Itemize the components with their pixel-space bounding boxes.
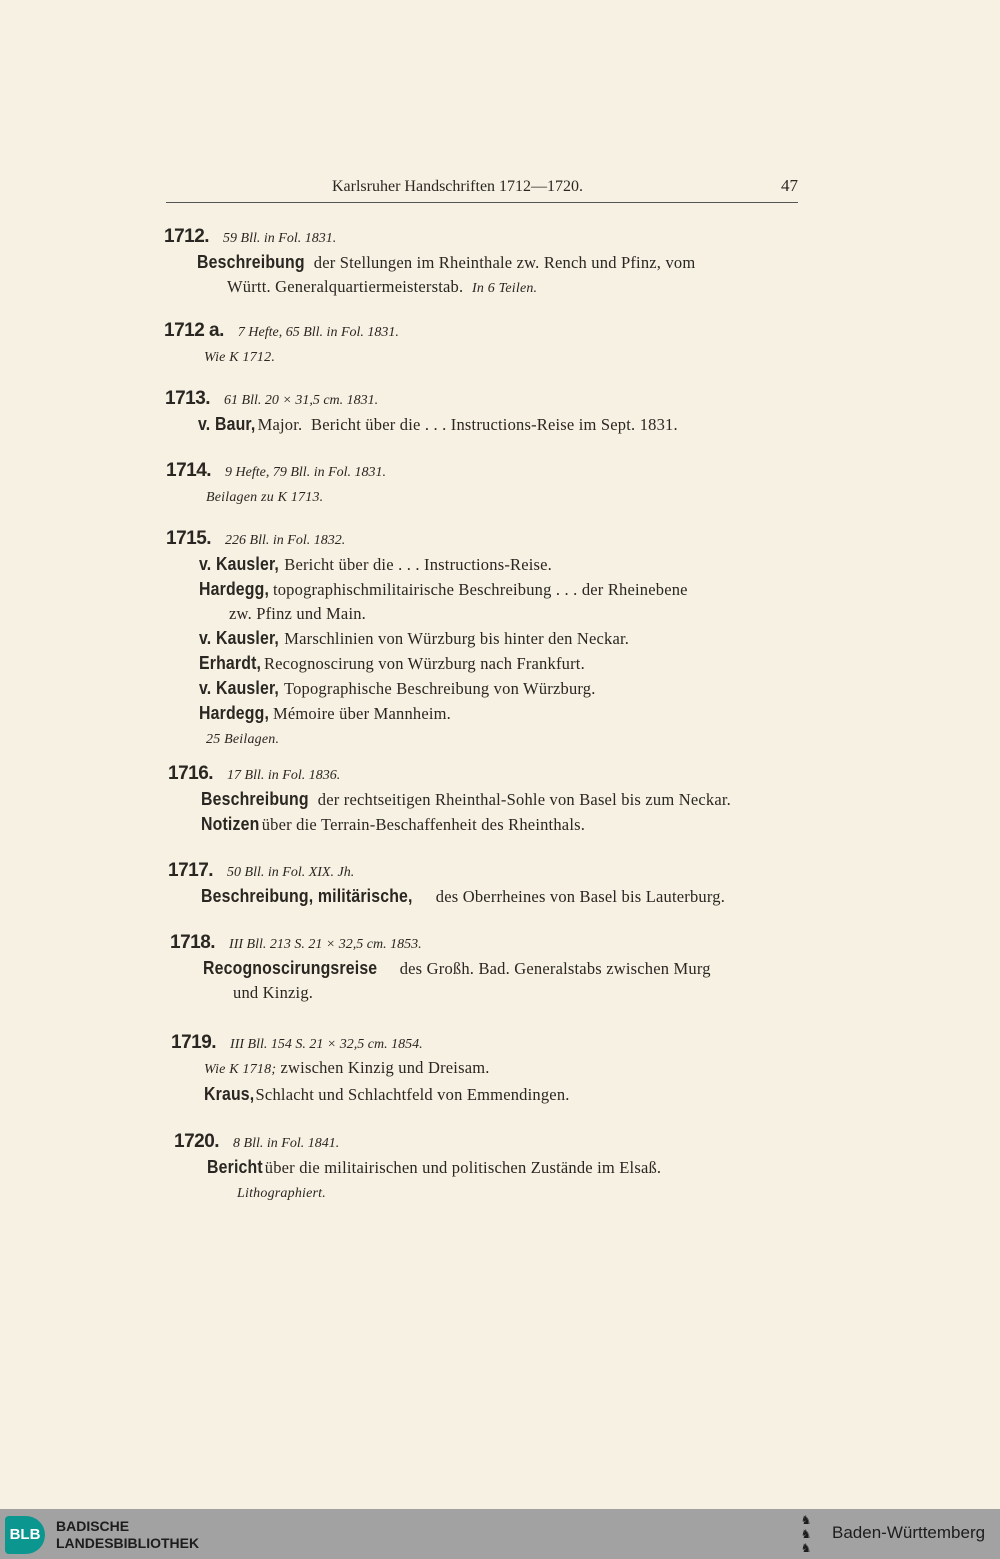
entry-physical-description: 59 Bll. in Fol. 1831. xyxy=(223,231,337,246)
entry-heading xyxy=(164,224,804,250)
entry-text: Mémoire über Mannheim. xyxy=(268,704,452,723)
entry-note: Wie K 1718; xyxy=(204,1062,277,1077)
footer-bar xyxy=(0,1509,1000,1559)
entry-author-or-keyword: Beschreibung xyxy=(197,252,305,272)
entry-line xyxy=(168,812,808,837)
entry-line xyxy=(174,1155,814,1180)
entry-line xyxy=(168,787,808,812)
catalog-entry xyxy=(164,224,804,301)
entry-heading xyxy=(170,930,810,956)
entry-number: 1712 a. xyxy=(164,320,224,341)
entry-number: 1718. xyxy=(170,932,216,953)
entry-author-or-keyword: Beschreibung, militärische, xyxy=(201,886,413,906)
entry-text: über die militairischen und politischen Zustände im Elsaß. xyxy=(260,1158,662,1177)
entry-author-or-keyword: v. Kausler, xyxy=(199,628,280,648)
catalog-entry xyxy=(168,761,808,837)
entry-heading xyxy=(166,458,806,484)
entry-text: Recognoscirung von Würzburg nach Frankfurt. xyxy=(259,654,585,673)
page-number: 47 xyxy=(781,176,798,195)
entry-physical-description: 226 Bll. in Fol. 1832. xyxy=(225,533,346,548)
entry-line xyxy=(166,651,806,676)
entry-physical-description: 61 Bll. 20 × 31,5 cm. 1831. xyxy=(224,393,379,408)
entry-line xyxy=(164,275,804,301)
entry-text: und Kinzig. xyxy=(233,983,314,1002)
entry-physical-description: 50 Bll. in Fol. XIX. Jh. xyxy=(227,865,355,880)
entry-author-or-keyword: v. Kausler, xyxy=(199,554,280,574)
entry-line xyxy=(170,956,810,981)
entry-line xyxy=(171,1082,811,1107)
entry-heading xyxy=(164,318,804,344)
entry-line xyxy=(166,701,806,726)
entry-note: In 6 Teilen. xyxy=(471,281,538,296)
entry-note: Lithographiert. xyxy=(237,1186,326,1201)
entry-line xyxy=(170,981,810,1005)
entry-text: Topographische Beschreibung von Würzburg. xyxy=(279,679,596,698)
entry-text: Marschlinien von Würzburg bis hinter den Neckar. xyxy=(279,629,630,648)
entry-text: des Oberrheines von Basel bis Lauterburg. xyxy=(431,887,726,906)
entry-heading xyxy=(168,761,808,787)
entry-number: 1720. xyxy=(174,1131,220,1152)
library-name-line1: BADISCHE xyxy=(56,1518,130,1534)
entry-text: des Großh. Bad. Generalstabs zwischen Murg xyxy=(391,959,711,978)
entry-number: 1714. xyxy=(166,460,212,481)
entry-line xyxy=(166,726,806,752)
entry-text: der rechtseitigen Rheinthal-Sohle von Basel bis zum Neckar. xyxy=(313,790,731,809)
entry-heading xyxy=(166,526,806,552)
entry-author-or-keyword: Notizen xyxy=(201,814,260,834)
entry-text: topographischmilitairische Beschreibung . . . der Rheinebene xyxy=(268,580,688,599)
entry-text: Major. Bericht über die . . . Instructions-Reise im Sept. 1831. xyxy=(253,415,678,434)
entry-line xyxy=(171,1056,811,1082)
entry-author-or-keyword: Bericht xyxy=(207,1157,263,1177)
entry-heading xyxy=(171,1030,811,1056)
entry-line xyxy=(164,344,804,370)
entry-line xyxy=(166,552,806,577)
state-name[interactable]: Baden-Württemberg xyxy=(832,1523,986,1542)
catalog-entry xyxy=(168,858,808,909)
entry-note: 25 Beilagen. xyxy=(206,732,280,747)
coat-of-arms-lions-icon: ♞ ♞ ♞ xyxy=(800,1513,812,1555)
entry-author-or-keyword: v. Kausler, xyxy=(199,678,280,698)
entry-number: 1719. xyxy=(171,1032,217,1053)
entry-line xyxy=(166,577,806,602)
catalog-entry xyxy=(171,1030,811,1107)
entry-number: 1716. xyxy=(168,763,214,784)
catalog-entry xyxy=(170,930,810,1005)
catalog-entry xyxy=(165,386,805,437)
entry-heading xyxy=(168,858,808,884)
entry-physical-description: 9 Hefte, 79 Bll. in Fol. 1831. xyxy=(225,465,387,480)
entry-number: 1712. xyxy=(164,226,210,247)
entry-line xyxy=(168,884,808,909)
catalog-entry xyxy=(174,1129,814,1206)
entry-physical-description: III Bll. 213 S. 21 × 32,5 cm. 1853. xyxy=(229,937,422,952)
entry-text: zw. Pfinz und Main. xyxy=(229,604,367,623)
entry-line xyxy=(166,602,806,626)
entry-note: Wie K 1712. xyxy=(204,350,276,365)
entry-number: 1717. xyxy=(168,860,214,881)
running-header xyxy=(166,176,798,203)
entry-text: Bericht über die . . . Instructions-Reise. xyxy=(279,555,552,574)
running-title: Karlsruher Handschriften 1712—1720. xyxy=(332,178,584,195)
entry-heading xyxy=(165,386,805,412)
entry-number: 1713. xyxy=(165,388,211,409)
entry-text: zwischen Kinzig und Dreisam. xyxy=(276,1058,490,1077)
catalog-entry xyxy=(166,526,806,752)
entry-author-or-keyword: Hardegg, xyxy=(199,703,270,723)
entry-author-or-keyword: Recognoscirungsreise xyxy=(203,958,378,978)
entry-line xyxy=(166,626,806,651)
entry-text: der Stellungen im Rheinthale zw. Rench und Pfinz, vom xyxy=(309,253,696,272)
entry-author-or-keyword: Kraus, xyxy=(204,1084,255,1104)
entry-author-or-keyword: Beschreibung xyxy=(201,789,309,809)
library-name[interactable] xyxy=(56,1518,199,1552)
entry-author-or-keyword: v. Baur, xyxy=(198,414,256,434)
entry-note: Beilagen zu K 1713. xyxy=(206,490,324,505)
entry-author-or-keyword: Hardegg, xyxy=(199,579,270,599)
entry-author-or-keyword: Erhardt, xyxy=(199,653,262,673)
entry-physical-description: 17 Bll. in Fol. 1836. xyxy=(227,768,341,783)
entry-text: Württ. Generalquartiermeisterstab. xyxy=(227,277,472,296)
catalog-entry xyxy=(164,318,804,370)
entry-line xyxy=(174,1180,814,1206)
catalog-entry xyxy=(166,458,806,510)
entry-heading xyxy=(174,1129,814,1155)
library-name-line2: LANDESBIBLIOTHEK xyxy=(56,1535,200,1551)
entry-line xyxy=(166,484,806,510)
entry-line xyxy=(166,676,806,701)
entry-text: Schlacht und Schlachtfeld von Emmendingen. xyxy=(251,1085,570,1104)
entry-number: 1715. xyxy=(166,528,212,549)
entry-text: über die Terrain-Beschaffenheit des Rheinthals. xyxy=(257,815,586,834)
entry-physical-description: III Bll. 154 S. 21 × 32,5 cm. 1854. xyxy=(230,1037,423,1052)
entry-line xyxy=(164,250,804,275)
entry-line xyxy=(165,412,805,437)
entry-physical-description: 8 Bll. in Fol. 1841. xyxy=(233,1136,340,1151)
blb-logo[interactable]: BLB xyxy=(5,1516,45,1554)
entry-physical-description: 7 Hefte, 65 Bll. in Fol. 1831. xyxy=(237,325,399,340)
